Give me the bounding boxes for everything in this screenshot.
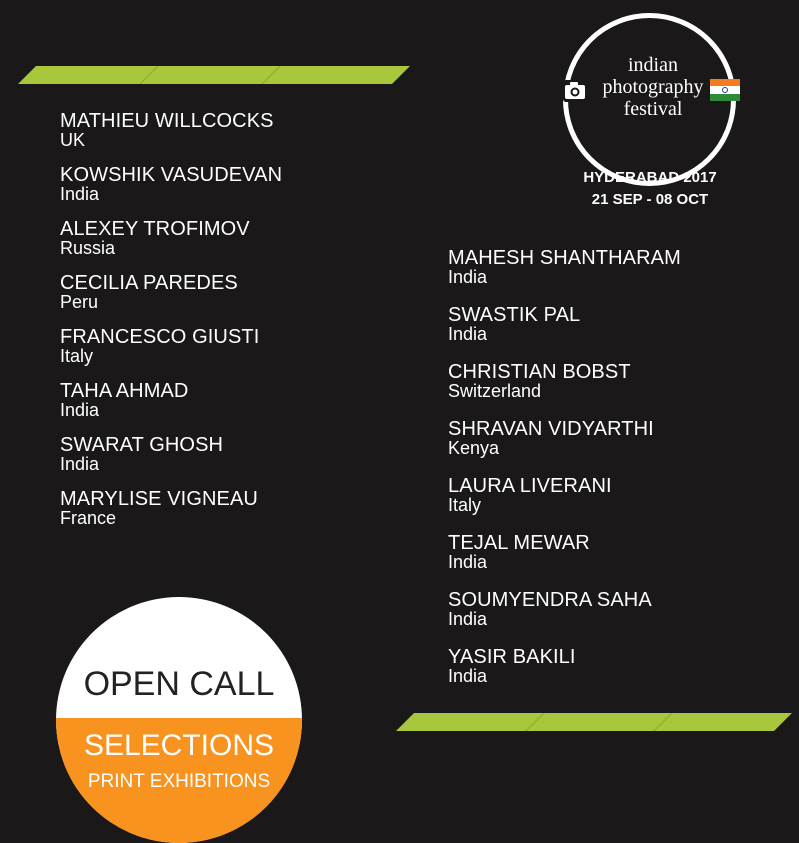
artist-item xyxy=(60,166,282,220)
event-details xyxy=(560,167,740,211)
artist-item xyxy=(448,534,681,591)
artist-country: UK xyxy=(60,130,86,150)
artist-country: India xyxy=(448,666,488,686)
artist-name: YASIR BAKILI xyxy=(448,646,576,668)
artist-country: France xyxy=(60,508,117,528)
artist-name: MATHIEU WILLCOCKS xyxy=(60,110,274,132)
event-city-year: HYDERABAD 2017 xyxy=(583,169,717,186)
artist-country: India xyxy=(60,454,100,474)
artist-item xyxy=(448,363,681,420)
open-call-badge xyxy=(56,597,302,843)
artist-list-left xyxy=(60,112,282,544)
artist-item xyxy=(448,477,681,534)
artist-item xyxy=(60,436,282,490)
artist-name: KOWSHIK VASUDEVAN xyxy=(60,164,283,186)
artist-country: India xyxy=(448,324,488,344)
artist-country: India xyxy=(448,609,488,629)
artist-name: SHRAVAN VIDYARTHI xyxy=(448,418,654,440)
artist-item xyxy=(60,112,282,166)
artist-item xyxy=(448,249,681,306)
artist-name: TEJAL MEWAR xyxy=(448,532,590,554)
artist-country: India xyxy=(448,552,488,572)
artist-name: MAHESH SHANTHARAM xyxy=(448,247,681,269)
event-dates: 21 SEP - 08 OCT xyxy=(591,191,709,208)
artist-name: MARYLISE VIGNEAU xyxy=(60,488,258,510)
logo-line-1: indian xyxy=(628,54,678,76)
logo-line-3: festival xyxy=(623,98,683,120)
artist-item xyxy=(448,420,681,477)
artist-item xyxy=(60,490,282,544)
badge-subtitle: SELECTIONS xyxy=(83,729,275,762)
artist-name: SWARAT GHOSH xyxy=(60,434,224,456)
artist-item xyxy=(448,648,681,705)
artist-country: Italy xyxy=(448,495,482,515)
india-flag-icon xyxy=(710,79,740,106)
artist-item xyxy=(448,306,681,363)
artist-name: SWASTIK PAL xyxy=(448,304,581,326)
festival-logo xyxy=(563,13,736,186)
artist-name: CECILIA PAREDES xyxy=(60,272,238,294)
badge-caption: PRINT EXHIBITIONS xyxy=(87,771,271,792)
artist-country: Russia xyxy=(60,238,116,258)
artist-name: CHRISTIAN BOBST xyxy=(448,361,631,383)
artist-item xyxy=(60,328,282,382)
artist-name: LAURA LIVERANI xyxy=(448,475,612,497)
bottom-decorative-stripe xyxy=(396,713,792,731)
artist-name: TAHA AHMAD xyxy=(60,380,189,402)
artist-list-right xyxy=(448,249,681,705)
artist-country: India xyxy=(60,184,100,204)
logo-line-2: photography xyxy=(602,76,704,98)
artist-country: Kenya xyxy=(448,438,500,458)
artist-name: ALEXEY TROFIMOV xyxy=(60,218,250,240)
artist-country: Italy xyxy=(60,346,94,366)
logo-wordmark xyxy=(593,54,713,120)
artist-country: India xyxy=(448,267,488,287)
artist-item xyxy=(60,382,282,436)
badge-title: OPEN CALL xyxy=(83,665,275,703)
camera-icon xyxy=(563,80,587,107)
artist-country: Peru xyxy=(60,292,99,312)
artist-item xyxy=(448,591,681,648)
artist-country: India xyxy=(60,400,100,420)
artist-name: FRANCESCO GIUSTI xyxy=(60,326,260,348)
artist-item xyxy=(60,274,282,328)
artist-country: Switzerland xyxy=(448,381,542,401)
artist-name: SOUMYENDRA SAHA xyxy=(448,589,652,611)
artist-item xyxy=(60,220,282,274)
top-decorative-stripe xyxy=(18,66,410,84)
